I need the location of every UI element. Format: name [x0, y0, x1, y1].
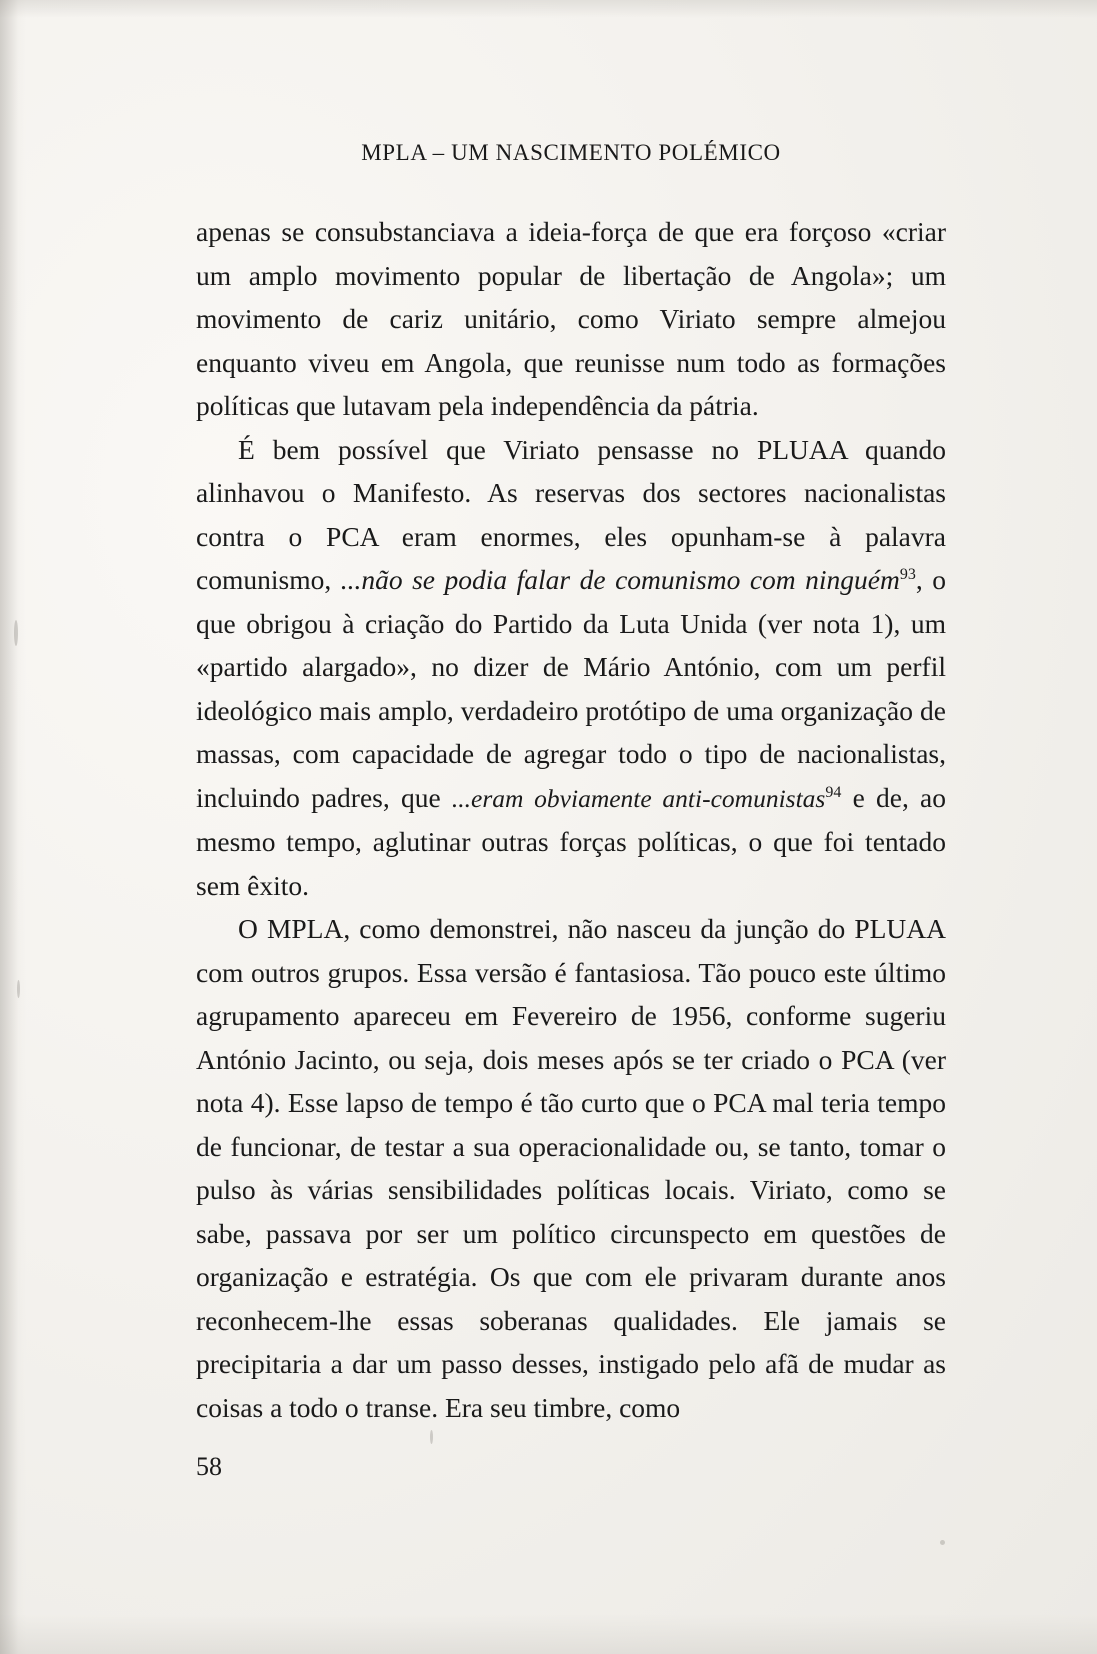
running-head: MPLA – UM NASCIMENTO POLÉMICO: [361, 140, 781, 165]
page-content: [196, 140, 946, 1429]
scan-speck: [940, 1540, 945, 1545]
paragraph-3: O MPLA, como demonstrei, não nasceu da junção do PLUAA com outros grupos. Essa versão é fantasiosa. Tão pouco este último agrupamento apareceu em Fevereiro de 1956, conforme sugeriu António Jacinto, ou seja, dois meses após se ter criado o PCA (ver nota 4). Esse lapso de tempo é tão curto que o PCA mal teria tempo de funcionar, de testar a sua operacionalidade ou, se tanto, tomar o pulso às várias sensibilidades políticas locais. Viriato, como se sabe, passava por ser um político circunspecto em questões de organização e estratégia. Os que com ele privaram durante anos reconhecem-lhe essas soberanas qualidades. Ele jamais se precipitaria a dar um passo desses, instigado pelo afã de mudar as coisas a todo o transe. Era seu timbre, como: [196, 913, 946, 1423]
scan-speck: [430, 1430, 433, 1444]
scan-speck: [14, 620, 18, 646]
footnote-marker-94: 94: [825, 783, 842, 801]
footnote-marker-93: 93: [899, 565, 916, 583]
paragraph-1: apenas se consubstanciava a ideia-força de que era forçoso «criar um amplo movimento popular de libertação de Angola»; um movimento de cariz unitário, como Viriato sempre almejou enquanto viveu em Angola, que reunisse num todo as formações políticas que lutavam pela independência da pátria.: [196, 216, 946, 421]
paragraph-2-segment-italic-1: ...não se podia falar de comunismo com ninguém: [340, 564, 900, 595]
page-top-edge-shadow: [0, 0, 1097, 18]
paragraph-2-segment-roman-2: , o que obrigou à criação do Partido da Luta Unida (ver nota 1), um «partido alargado», no dizer de Mário António, com um perfil ideológico mais amplo, verdadeiro protótipo de uma organização de massas, com capacidade de agregar todo o tipo de nacionalistas, incluindo padres, que: [196, 564, 946, 813]
paragraph-2-segment-roman-1: É bem possível que Viriato pensasse no PLUAA quando alinhavou o Manifesto. As reservas dos sectores nacionalistas contra o PCA eram enormes, eles opunham-se à palavra comunismo,: [196, 433, 946, 595]
page-left-edge-shadow: [0, 0, 26, 1654]
page-bottom-edge-shadow: [0, 1614, 1097, 1654]
body-text: [196, 210, 946, 1429]
paragraph-2-segment-roman-3: e de, ao mesmo tempo, aglutinar outras forças políticas, o que foi tentado sem êxito.: [196, 781, 947, 901]
page-number: 58: [196, 1452, 222, 1481]
scan-speck: [17, 980, 20, 998]
paragraph-2-segment-italic-2: ...eram obviamente anti-comunistas: [451, 783, 826, 813]
paragraph-2: [196, 428, 946, 908]
